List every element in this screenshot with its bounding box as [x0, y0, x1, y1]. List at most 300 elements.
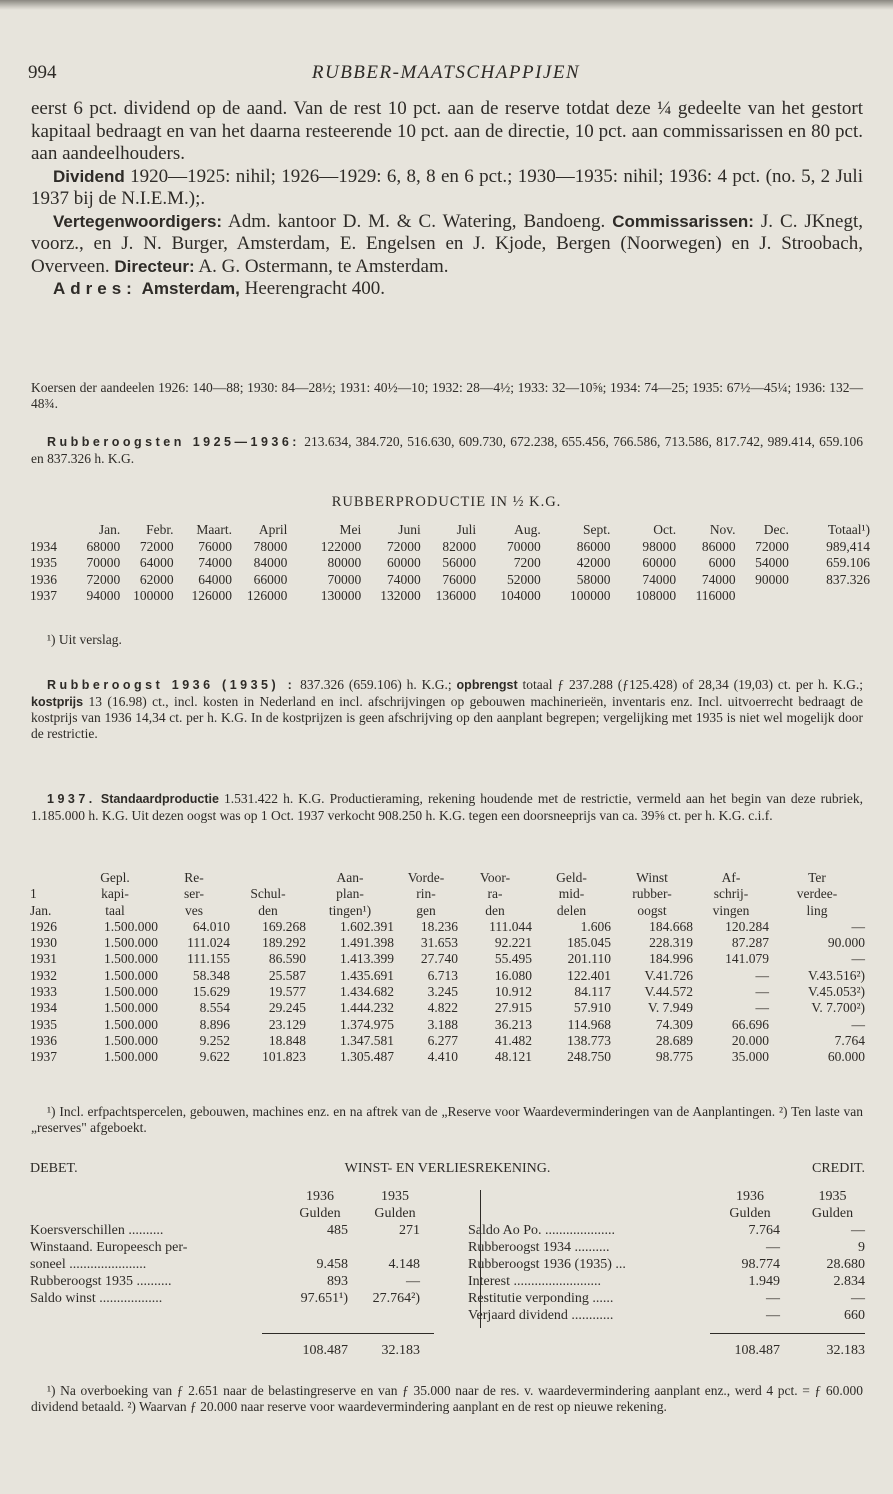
debet-row-1936: 97.651¹) [300, 1291, 348, 1306]
financial-year-cell: 1930 [30, 935, 57, 951]
production-value-cell: 989,414 [826, 538, 870, 554]
financial-value-cell: 41.482 [494, 1032, 532, 1048]
rubberoogsten-text: 213.634, 384.720, 516.630, 609.730, 672.238, 655.456, 766.586, 713.586, 817.742, 989.414, 659.106 en 837.326 h. K.G. [31, 434, 864, 466]
financial-value-cell: 8.554 [199, 1000, 230, 1016]
production-value-cell: 130000 [320, 588, 362, 603]
financial-year-cell: 1935 [30, 1016, 57, 1032]
production-footnote [31, 632, 863, 648]
production-value-cell: 70000 [327, 571, 362, 587]
credit-row-1936: 98.774 [741, 1257, 780, 1272]
address-paragraph [31, 278, 863, 301]
financial-footnote [31, 1104, 863, 1135]
production-header-cell: Totaal¹) [827, 522, 870, 537]
production-value-cell: 74000 [642, 571, 677, 587]
financial-value-cell: — [851, 1016, 865, 1032]
financial-value-cell: 7.764 [834, 1032, 865, 1048]
financial-value-cell: 1.500.000 [104, 1000, 158, 1016]
financial-value-cell: 87.287 [731, 935, 769, 951]
debet-row-1936: 9.458 [316, 1257, 348, 1272]
production-value-cell: 60000 [386, 555, 421, 570]
credit-heading: CREDIT. [811, 1161, 865, 1176]
production-row [30, 555, 870, 572]
credit-row-label: Interest ......................... [468, 1274, 601, 1289]
production-header-cell: Sept. [583, 522, 611, 537]
financial-value-cell: 57.910 [573, 1000, 611, 1016]
financial-value-cell: 1.500.000 [104, 951, 158, 967]
year-1937-label: 1937. [47, 792, 96, 806]
financial-value-cell: 58.348 [192, 967, 230, 983]
production-header-cell: Febr. [146, 522, 174, 537]
production-value-cell: 7200 [513, 555, 541, 570]
financial-value-cell: 111.155 [187, 951, 230, 967]
financial-value-cell: V. 7.700²) [811, 1000, 865, 1016]
financial-value-cell: 111.044 [489, 918, 532, 934]
financial-value-cell: 9.252 [199, 1032, 230, 1048]
production-value-cell: 659.106 [826, 555, 870, 570]
financial-row [30, 919, 865, 935]
vertegenwoordigers-text: Adm. kantoor D. M. & C. Watering, Bandoeng. [222, 210, 606, 232]
production-value-cell: 86000 [576, 538, 611, 554]
credit-row-1935: 28.680 [826, 1257, 865, 1272]
financial-value-cell: 3.188 [427, 1016, 458, 1032]
production-value-cell: 100000 [569, 588, 611, 603]
financial-header-cell: Vorde- [407, 870, 445, 885]
financial-value-cell: 23.129 [268, 1016, 306, 1032]
financial-value-cell: 28.689 [655, 1032, 693, 1048]
standaard-1937-paragraph [31, 791, 863, 823]
financial-value-cell: — [851, 918, 865, 934]
production-value-cell: 108000 [635, 588, 677, 603]
oogst-1936-text-2: totaal ƒ 237.288 (ƒ125.428) of 28,34 (19,03) ct. per h. K.G.; [517, 677, 863, 692]
dividend-text: 1920—1925: nihil; 1926—1929: 6, 8, 8 en 6 pct.; 1930—1935: nihil; 1936: 4 pct. (no. 5, 2 Juli 1937 bij de N.I.E.M.);. [31, 165, 863, 209]
account-title: WINST- EN VERLIESREKENING. [344, 1161, 551, 1176]
dividend-paragraph [31, 166, 863, 211]
production-row [30, 572, 870, 589]
intro-section [31, 98, 863, 301]
production-row [30, 588, 870, 605]
financial-value-cell: 18.236 [420, 918, 458, 934]
credit-row-label: Restitutie verponding ...... [468, 1291, 614, 1306]
profit-loss-account [30, 1160, 865, 1360]
oogst-1936-label: Rubberoogst 1936 (1935) : [47, 678, 296, 692]
financial-value-cell: 6.713 [427, 967, 458, 983]
production-value-cell: 84000 [253, 555, 288, 570]
credit-row-1935: — [851, 1223, 865, 1238]
debet-row-1935: 271 [399, 1223, 420, 1238]
production-year-cell: 1935 [30, 555, 57, 570]
financial-value-cell: — [755, 1000, 769, 1016]
standaardproductie-label: Standaardproductie [100, 792, 219, 806]
debet-row-1935: 4.148 [388, 1257, 420, 1272]
financial-value-cell: 36.213 [494, 1016, 532, 1032]
financial-value-cell: 201.110 [567, 951, 611, 967]
financial-header-cell: plan- [336, 886, 364, 902]
financial-value-cell: 86.590 [268, 951, 306, 967]
production-header-cell: Juni [398, 522, 421, 537]
financial-value-cell: — [755, 967, 769, 983]
financial-value-cell: 20.000 [731, 1032, 769, 1048]
credit-row-1936: 1.949 [748, 1274, 780, 1289]
financial-value-cell: 120.284 [725, 918, 769, 934]
adres-text: Heerengracht 400. [239, 278, 385, 299]
credit-row-label: Rubberoogst 1936 (1935) ... [468, 1257, 626, 1272]
financial-value-cell: 248.750 [567, 1049, 611, 1065]
production-value-cell: 72000 [755, 538, 789, 554]
production-header-cell: Dec. [763, 522, 789, 537]
financial-value-cell: — [851, 951, 865, 967]
financial-value-cell: 1.435.691 [340, 967, 394, 983]
production-value-cell: 80000 [327, 555, 362, 570]
financial-value-cell: 111.024 [187, 935, 230, 951]
financial-header-cell [230, 870, 306, 886]
financial-header-cell: delen [556, 902, 587, 918]
financial-row [30, 1000, 865, 1016]
financial-value-cell: 228.319 [649, 935, 693, 951]
production-value-cell: 104000 [500, 588, 541, 603]
debet-heading: DEBET. [30, 1161, 78, 1176]
financial-table [30, 870, 865, 1066]
financial-value-cell: 29.245 [268, 1000, 306, 1016]
financial-header-cell: ser- [184, 886, 204, 902]
credit-row-1935: 2.834 [833, 1274, 865, 1289]
financial-value-cell: 15.629 [192, 984, 230, 1000]
production-value-cell: 66000 [253, 571, 288, 587]
financial-value-cell: 55.495 [494, 951, 532, 967]
production-value-cell: 74000 [386, 571, 421, 587]
financial-header-cell: verdee- [796, 886, 838, 902]
financial-year-cell: 1931 [30, 951, 57, 967]
financial-header-row [30, 886, 865, 902]
production-value-cell: 94000 [86, 588, 121, 603]
financial-value-cell: 8.896 [199, 1016, 230, 1032]
vertegenwoordigers-label: Vertegenwoordigers: [53, 211, 223, 231]
production-value-cell: 42000 [576, 555, 611, 570]
credit-row-1935: 9 [858, 1240, 865, 1255]
production-value-cell: 116000 [695, 588, 736, 603]
financial-header-cell: Re- [184, 870, 204, 885]
financial-value-cell: V.43.516²) [807, 967, 865, 983]
debet-row-label: Koersverschillen .......... [30, 1223, 164, 1238]
financial-header-row [30, 870, 865, 886]
credit-row-1936: 7.764 [748, 1223, 780, 1238]
financial-header-cell: Ter [808, 870, 826, 885]
production-header-cell: Jan. [98, 522, 121, 537]
production-header-cell: Juli [456, 522, 477, 537]
financial-year-cell: 1926 [30, 918, 57, 934]
commissarissen-text: J. C. JKnegt, voorz., en J. N. Burger, Amsterdam, E. Engelsen en J. Kjode, Bergen (Noorwegen) en J. Stroobach, Overveen. [31, 210, 863, 277]
financial-value-cell: 1.500.000 [104, 918, 158, 934]
financial-header-cell: kapi- [101, 886, 129, 902]
financial-value-cell: 31.653 [420, 935, 458, 951]
oogst-1936-paragraph [31, 677, 863, 741]
credit-col-1936: 1936 [736, 1189, 764, 1204]
financial-value-cell: 185.045 [567, 935, 611, 951]
oogst-1936-text-3: 13 (16.98) ct., incl. kosten in Nederland en incl. afschrijvingen op gebouwen machinerieën, inventaris enz. Incl. uitvoerrecht bedraagt de kostprijs van 1936 14,34 ct. per h. K.G. In de kostprijzen is geen afschrijving op den aanplant begrepen; vergelijking met 1935 is niet wel mogelijk door de restrictie. [31, 693, 863, 741]
directeur-text: A. G. Ostermann, te Amsterdam. [194, 255, 449, 277]
financial-header-cell: Schul- [250, 886, 286, 902]
financial-year-cell: 1937 [30, 1049, 57, 1065]
production-value-cell: 100000 [133, 588, 174, 603]
koersen-paragraph [31, 380, 863, 411]
financial-value-cell: 114.968 [567, 1016, 611, 1032]
production-value-cell: 126000 [246, 588, 288, 603]
debet-row-label: soneel ...................... [30, 1257, 147, 1272]
financial-value-cell: 66.696 [731, 1016, 769, 1032]
credit-row-1935: — [851, 1291, 865, 1306]
financial-header-cell: oogst [637, 902, 667, 918]
production-value-cell: 72000 [86, 571, 121, 587]
production-year-cell: 1937 [30, 588, 57, 603]
financial-header-cell: ling [806, 902, 828, 918]
production-value-cell: 76000 [442, 571, 477, 587]
production-value-cell: 68000 [86, 538, 121, 554]
financial-header-cell: tingen¹) [328, 902, 372, 918]
financial-header-cell: gen [416, 902, 436, 918]
production-year-cell: 1936 [30, 571, 57, 587]
financial-value-cell: 1.606 [580, 918, 611, 934]
financial-value-cell: 1.500.000 [104, 1032, 158, 1048]
production-row [30, 539, 870, 556]
production-value-cell: 62000 [139, 571, 174, 587]
adres-label: Adres: [53, 279, 137, 298]
credit-currency-1935: Gulden [811, 1206, 854, 1221]
financial-value-cell: 19.577 [268, 984, 306, 1000]
production-value-cell: 837.326 [826, 571, 870, 587]
production-year-cell: 1934 [30, 538, 57, 554]
credit-total-rule [710, 1333, 865, 1334]
financial-value-cell: 4.822 [427, 1000, 458, 1016]
financial-header-cell [30, 870, 72, 886]
financial-value-cell: 35.000 [731, 1049, 769, 1065]
production-header-row [30, 522, 870, 539]
financial-value-cell: 1.347.581 [340, 1032, 394, 1048]
financial-value-cell: 16.080 [494, 967, 532, 983]
production-header-cell: April [258, 522, 288, 537]
directeur-label: Directeur: [114, 256, 195, 276]
financial-value-cell: 1.500.000 [104, 967, 158, 983]
financial-header-row [30, 903, 865, 919]
production-footnote-text: ¹) Uit verslag. [47, 632, 122, 647]
financial-value-cell: 1.374.975 [340, 1016, 394, 1032]
production-value-cell: 86000 [701, 538, 736, 554]
financial-header-cell: ra- [487, 886, 503, 902]
financial-value-cell: 6.277 [427, 1032, 458, 1048]
financial-value-cell: V.45.053²) [807, 984, 865, 1000]
rubberoogsten-paragraph [31, 434, 863, 466]
production-value-cell: 72000 [386, 538, 421, 554]
financial-value-cell: 1.500.000 [104, 935, 158, 951]
financial-value-cell: 1.305.487 [340, 1049, 394, 1065]
production-value-cell: 82000 [442, 538, 477, 554]
financial-header-cell: rin- [416, 886, 436, 902]
financial-value-cell: 1.500.000 [104, 1016, 158, 1032]
debet-col-1935: 1935 [381, 1189, 409, 1204]
credit-total-1936: 108.487 [734, 1343, 780, 1358]
financial-value-cell: 138.773 [567, 1032, 611, 1048]
financial-value-cell: 48.121 [494, 1049, 532, 1065]
financial-value-cell: 1.500.000 [104, 984, 158, 1000]
production-value-cell: 78000 [253, 538, 288, 554]
financial-header-cell: vingen [712, 902, 750, 918]
debet-col-1936: 1936 [306, 1189, 334, 1204]
financial-value-cell: 101.823 [262, 1049, 306, 1065]
financial-value-cell: 1.434.682 [340, 984, 394, 1000]
financial-year-cell: 1936 [30, 1032, 57, 1048]
debet-total-1935: 32.183 [381, 1343, 420, 1358]
debet-total-rule [262, 1333, 434, 1334]
financial-row [30, 968, 865, 984]
debet-total-1936: 108.487 [302, 1343, 348, 1358]
oogst-1936-text-1: 837.326 (659.106) h. K.G.; [295, 677, 457, 692]
account-footnote [31, 1383, 863, 1414]
production-value-cell: 74000 [701, 571, 736, 587]
debet-row-label: Winstaand. Europeesch per- [30, 1240, 188, 1255]
statute-text: eerst 6 pct. dividend op de aand. Van de rest 10 pct. aan de reserve totdat deze ¼ gedeelte van het gestort kapitaal bedraagt en van het daarna resteerende 10 pct. aan de directie, 10 pct. aan commissarissen en 80 pct. aan aandeelhouders. [31, 98, 863, 164]
financial-year-cell: 1934 [30, 1000, 57, 1016]
debet-currency-1935: Gulden [374, 1206, 416, 1221]
financial-value-cell: V.44.572 [644, 984, 693, 1000]
debet-row-1935 [358, 1239, 420, 1256]
production-header-cell: Oct. [653, 522, 677, 537]
financial-value-cell: 1.413.399 [340, 951, 394, 967]
production-table-title: RUBBERPRODUCTIE IN ½ K.G. [331, 494, 562, 510]
production-value-cell: 70000 [86, 555, 121, 570]
financial-value-cell: V.41.726 [644, 967, 693, 983]
production-value-cell: 98000 [642, 538, 677, 554]
adres-city: Amsterdam, [141, 279, 240, 298]
production-value-cell: 64000 [139, 555, 174, 570]
page-number: 994 [28, 62, 57, 83]
financial-value-cell: 90.000 [827, 935, 865, 951]
credit-row-1935: 660 [844, 1308, 865, 1323]
financial-value-cell: 64.010 [192, 918, 230, 934]
production-header-cell: Aug. [514, 522, 541, 537]
credit-row-label: Verjaard dividend ............ [468, 1308, 614, 1323]
production-value-cell: 72000 [139, 538, 174, 554]
financial-header-cell: Winst [636, 870, 668, 885]
debet-row-label: Saldo winst .................. [30, 1291, 163, 1306]
production-value-cell: 126000 [191, 588, 233, 603]
production-value-cell: 60000 [642, 555, 677, 570]
koersen-text: Koersen der aandeelen 1926: 140—88; 1930: 84—28½; 1931: 40½—10; 1932: 28—4½; 1933: 32—10⅝; 1934: 74—25; 1935: 67½—45¼; 1936: 132—48¾. [31, 380, 863, 411]
financial-year-cell: 1932 [30, 967, 57, 983]
financial-header-cell: 1 [30, 886, 37, 902]
financial-footnote-text: ¹) Incl. erfpachtspercelen, gebouwen, machines enz. en na aftrek van de „Reserve voor Waardeverminderingen van de Aanplantingen. ²) Ten laste van „reserves" afgeboekt. [31, 1104, 863, 1135]
production-value-cell: 132000 [380, 588, 421, 603]
debet-row-1936: 485 [327, 1223, 348, 1238]
financial-value-cell: 122.401 [567, 967, 611, 983]
financial-value-cell: 4.410 [427, 1049, 458, 1065]
credit-row-1936: — [766, 1308, 780, 1323]
financial-row [30, 935, 865, 951]
financial-value-cell: 1.491.398 [340, 935, 394, 951]
debet-row-1936: 893 [327, 1274, 348, 1289]
financial-value-cell: V. 7.949 [647, 1000, 693, 1016]
kostprijs-label: kostprijs [31, 694, 84, 709]
credit-row-1936: — [766, 1291, 780, 1306]
financial-value-cell: 27.740 [420, 951, 458, 967]
production-value-cell: 54000 [755, 555, 789, 570]
financial-value-cell: 141.079 [725, 951, 769, 967]
financial-row [30, 951, 865, 967]
financial-value-cell: 92.221 [494, 935, 532, 951]
scan-top-edge [0, 0, 893, 10]
credit-col-1935: 1935 [818, 1189, 847, 1204]
production-table [30, 522, 870, 605]
financial-row [30, 1033, 865, 1049]
financial-value-cell: 1.444.232 [340, 1000, 394, 1016]
production-header-cell: Mei [339, 522, 362, 537]
credit-row-1936: — [766, 1240, 780, 1255]
production-value-cell [789, 588, 870, 605]
financial-row [30, 984, 865, 1000]
financial-value-cell: 18.848 [268, 1032, 306, 1048]
production-value-cell: 90000 [755, 571, 789, 587]
financial-header-cell: taal [105, 902, 125, 918]
debet-row-label: Rubberoogst 1935 .......... [30, 1274, 172, 1289]
financial-value-cell: 60.000 [827, 1049, 865, 1065]
production-value-cell: 56000 [442, 555, 477, 570]
financial-value-cell: 10.912 [494, 984, 532, 1000]
credit-row-label: Rubberoogst 1934 .......... [468, 1240, 610, 1255]
commissarissen-label: Commissarissen: [612, 211, 754, 231]
dividend-label: Dividend [53, 166, 125, 186]
production-header-cell [30, 522, 59, 539]
financial-header-cell: Geld- [556, 870, 587, 885]
production-header-cell: Maart. [196, 522, 233, 537]
financial-value-cell: — [755, 984, 769, 1000]
credit-row-label: Saldo Ao Po. .................... [468, 1223, 616, 1238]
running-title: RUBBER-MAATSCHAPPIJEN [311, 62, 581, 83]
financial-value-cell: 184.996 [649, 951, 693, 967]
financial-row [30, 1049, 865, 1065]
financial-header-cell: den [258, 902, 278, 918]
financial-value-cell: 184.668 [649, 918, 693, 934]
financial-value-cell: 25.587 [268, 967, 306, 983]
financial-value-cell: 98.775 [655, 1049, 693, 1065]
opbrengst-label: opbrengst [456, 678, 518, 692]
debet-row-1935: 27.764²) [372, 1291, 420, 1306]
production-value-cell: 6000 [708, 555, 736, 570]
financial-value-cell: 1.500.000 [104, 1049, 158, 1065]
production-value-cell [736, 588, 789, 605]
credit-total-1935: 32.183 [826, 1343, 865, 1358]
production-header-cell: Nov. [709, 522, 736, 537]
financial-value-cell: 27.915 [494, 1000, 532, 1016]
production-value-cell: 58000 [576, 571, 611, 587]
board-paragraph [31, 211, 863, 279]
financial-value-cell: 9.622 [199, 1049, 230, 1065]
financial-header-cell: rubber- [632, 886, 672, 902]
credit-currency-1936: Gulden [729, 1206, 771, 1221]
production-value-cell: 70000 [506, 538, 541, 554]
financial-value-cell: 169.268 [262, 918, 306, 934]
financial-header-cell: Aan- [336, 870, 364, 885]
debet-row-1935: — [406, 1274, 420, 1289]
financial-value-cell: 189.292 [262, 935, 306, 951]
production-value-cell: 122000 [320, 538, 362, 554]
financial-header-cell: Af- [721, 870, 741, 885]
debet-row-1936 [280, 1239, 348, 1256]
financial-header-cell: den [485, 902, 505, 918]
standaard-1937-text: 1.531.422 h. K.G. Productieraming, rekening houdende met de restrictie, vermeld aan het begin van deze rubriek, 1.185.000 h. K.G. Uit dezen oogst was op 1 Oct. 1937 verkocht 908.250 h. K.G. tegen een doorsneeprijs van ca. 39⅝ ct. per h. K.G. c.i.f. [31, 791, 864, 823]
financial-header-cell: Gepl. [100, 870, 130, 885]
financial-header-cell: ves [185, 902, 203, 918]
financial-value-cell: 84.117 [574, 984, 611, 1000]
financial-year-cell: 1933 [30, 984, 57, 1000]
production-value-cell: 64000 [198, 571, 233, 587]
debet-currency-1936: Gulden [299, 1206, 341, 1221]
